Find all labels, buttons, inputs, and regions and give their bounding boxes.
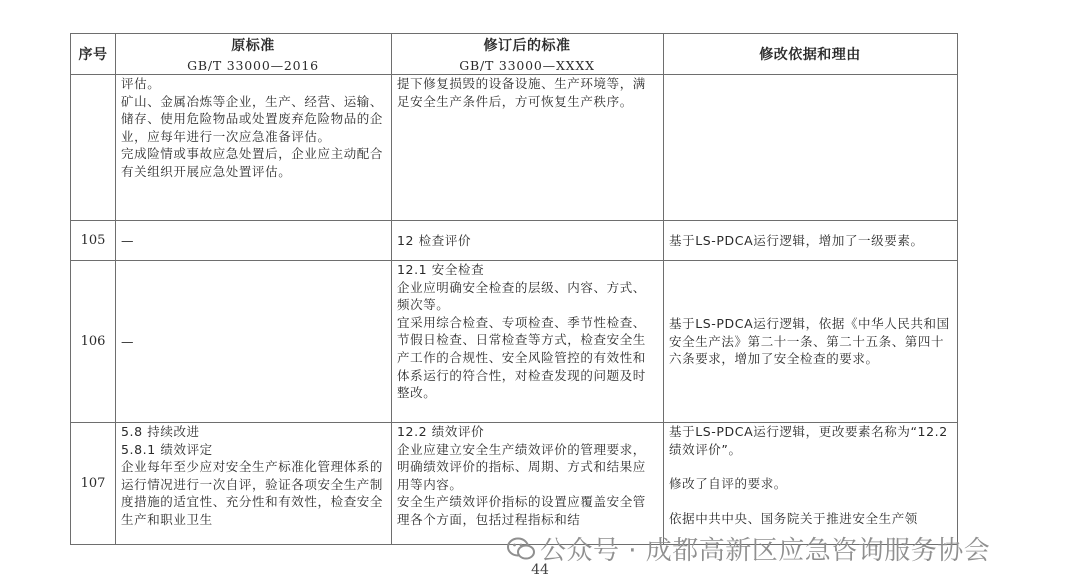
paragraph: 基于LS-PDCA运行逻辑，更改要素名称为“12.2 绩效评价”。 [669,424,948,457]
row-number-text: 107 [80,475,106,491]
header-col-number [71,34,115,74]
header-col-reason-label: 修改依据和理由 [759,47,861,63]
header-col-reason [663,34,957,74]
original-text-cell [115,220,391,260]
header-col-revised-code: GB/T 33000—XXXX [459,58,595,73]
reason-text-cell [663,74,957,220]
original-text-cell [115,422,391,544]
paragraph: 12 检查评价 [397,232,472,248]
header-col-number-label: 序号 [78,47,108,63]
header-col-original-label: 原标准 [231,38,275,54]
revised-text-cell [391,422,663,544]
paragraph: 提下修复损毁的设备设施、生产环境等，满足安全生产条件后，方可恢复生产秩序。 [397,76,646,109]
reason-text-cell [663,422,957,544]
row-number-text: 106 [80,333,106,349]
header-col-original [115,34,391,74]
row-number [71,220,115,260]
paragraph: 宜采用综合检查、专项检查、季节性检查、节假日检查、日常检查等方式，检查安全生产工作的合规性、安全风险管控的有效性和体系运行的符合性，对检查发现的问题及时整改。 [397,314,646,401]
paragraph: 5.8.1 绩效评定 [121,441,213,457]
paragraph: 企业每年至少应对安全生产标准化管理体系的运行情况进行一次自评，验证各项安全生产制度措施的适宜性、充分性和有效性，检查安全生产和职业卫生 [121,459,384,527]
revised-text-cell [391,74,663,220]
paragraph: 5.8 持续改进 [121,424,200,439]
original-text-cell [115,260,391,422]
paragraph: 基于LS-PDCA运行逻辑，依据《中华人民共和国安全生产法》第二十一条、第二十五条、第四十六条要求，增加了安全检查的要求。 [669,316,950,367]
page-number: 44 [531,562,549,578]
reason-text-cell [663,260,957,422]
row-number [71,260,115,422]
paragraph: 12.1 安全检查 [397,262,485,277]
header-col-revised [391,34,663,74]
paragraph: 完成险情或事故应急处置后，企业应主动配合有关组织开展应急处置评估。 [121,146,384,179]
row-number [71,422,115,544]
paragraph: 安全生产绩效评价指标的设置应覆盖安全管理各个方面，包括过程指标和结 [397,494,646,527]
paragraph: 基于LS-PDCA运行逻辑，增加了一级要素。 [669,232,924,248]
paragraph: 评估。 [121,76,161,91]
wechat-icon [506,536,536,562]
revised-text-cell [391,260,663,422]
header-col-original-code: GB/T 33000—2016 [187,58,319,73]
paragraph: 12.2 绩效评价 [397,424,485,439]
row-number [71,74,115,220]
row-number-text: 105 [80,232,106,248]
watermark-text: 公众号 · 成都高新区应急咨询服务协会 [540,536,991,566]
paragraph: — [121,232,135,248]
standards-comparison-table [70,33,958,545]
paragraph: 修改了自评的要求。 [669,476,787,492]
paragraph: 企业应明确安全检查的层级、内容、方式、频次等。 [397,279,646,313]
paragraph: 矿山、金属冶炼等企业，生产、经营、运输、储存、使用危险物品或处置废弃危险物品的企业，应每年进行一次应急准备评估。 [121,93,384,144]
original-text-cell [115,74,391,220]
paragraph: 企业应建立安全生产绩效评价的管理要求，明确绩效评价的指标、周期、方式和结果应用等内容。 [397,441,646,492]
paragraph [669,493,951,510]
paragraph: 依据中共中央、国务院关于推进安全生产领 [669,510,918,526]
reason-text-cell [663,220,957,260]
paragraph: — [121,333,135,349]
header-col-revised-label: 修订后的标准 [483,38,571,54]
paragraph [669,458,951,475]
revised-text-cell [391,220,663,260]
